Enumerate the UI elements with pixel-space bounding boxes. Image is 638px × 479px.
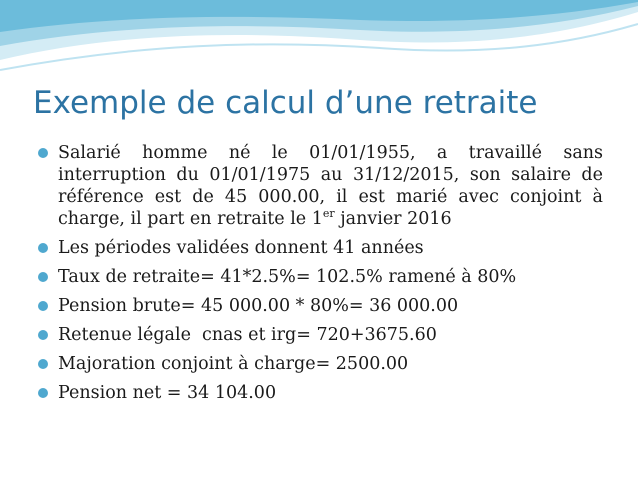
bullet-text: Retenue légale cnas et irg= 720+3675.60 bbox=[58, 325, 437, 345]
bullet-text: Majoration conjoint à charge= 2500.00 bbox=[58, 354, 409, 374]
bullet-text: Pension net = 34 104.00 bbox=[58, 383, 277, 403]
wave-banner-decoration bbox=[0, 0, 638, 82]
ordinal-superscript: er bbox=[322, 207, 335, 220]
bullet-dot-icon bbox=[38, 388, 48, 398]
bullet-text: Taux de retraite= 41*2.5%= 102.5% ramené à 80% bbox=[58, 267, 517, 287]
bullet-item-gross-pension bbox=[38, 295, 603, 317]
bullet-item-employee-profile bbox=[38, 142, 603, 230]
slide-title: Exemple de calcul d’une retraite bbox=[33, 85, 538, 121]
bullet-item-retirement-rate bbox=[38, 266, 603, 288]
bullet-text-end: janvier 2016 bbox=[334, 209, 452, 229]
bullet-dot-icon bbox=[38, 330, 48, 340]
bullet-text: Les périodes validées donnent 41 années bbox=[58, 238, 424, 258]
bullet-list bbox=[38, 142, 603, 411]
bullet-dot-icon bbox=[38, 272, 48, 282]
bullet-item-net-pension bbox=[38, 382, 603, 404]
bullet-text: Salarié homme né le 01/01/1955, a travaillé sans interruption du 01/01/1975 au 31/12/2015, son salaire de référence est de 45 000.00, il est marié avec conjoint à charge, il part en retraite le 1 bbox=[58, 143, 603, 229]
bullet-dot-icon bbox=[38, 243, 48, 253]
bullet-item-legal-deduction bbox=[38, 324, 603, 346]
bullet-dot-icon bbox=[38, 359, 48, 369]
bullet-dot-icon bbox=[38, 301, 48, 311]
bullet-item-validated-periods bbox=[38, 237, 603, 259]
bullet-item-spouse-supplement bbox=[38, 353, 603, 375]
bullet-text: Pension brute= 45 000.00 * 80%= 36 000.00 bbox=[58, 296, 459, 316]
bullet-dot-icon bbox=[38, 148, 48, 158]
